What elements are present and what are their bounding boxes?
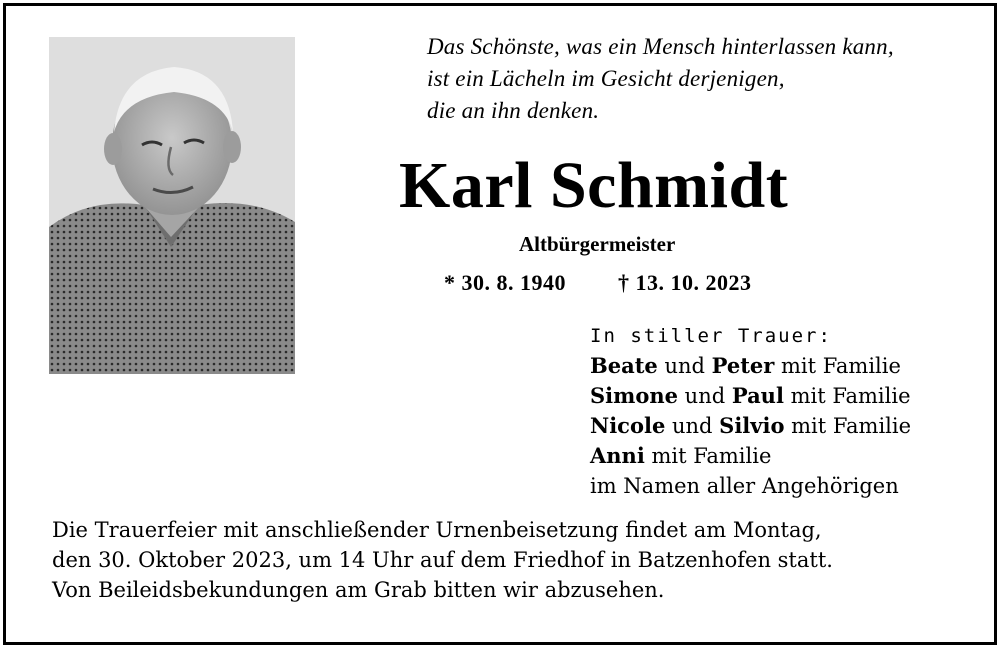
funeral-notice xyxy=(52,515,952,605)
quote-line: Das Schönste, was ein Mensch hinterlassen kann, xyxy=(427,34,894,59)
mourner-rest: mit Familie xyxy=(774,354,901,378)
quote-line: die an ihn denken. xyxy=(427,98,600,123)
deceased-title: Altbürgermeister xyxy=(519,232,676,256)
portrait-photo xyxy=(49,37,295,374)
mourner-name: Simone xyxy=(590,383,678,408)
mourner-name: Nicole xyxy=(590,413,666,438)
birth-date: * 30. 8. 1940 xyxy=(444,270,566,295)
quote-line: ist ein Lächeln im Gesicht derjenigen, xyxy=(427,66,785,91)
mourner-join: und xyxy=(665,414,720,438)
mourner-name: Paul xyxy=(731,383,784,408)
notice-line: den 30. Oktober 2023, um 14 Uhr auf dem Friedhof in Batzenhofen statt. xyxy=(52,548,833,572)
deceased-name: Karl Schmidt xyxy=(399,149,789,222)
mourner-name: Anni xyxy=(590,443,645,468)
notice-line: Die Trauerfeier mit anschließender Urnenbeisetzung findet am Montag, xyxy=(52,518,822,542)
mourner-name: Beate xyxy=(590,353,658,378)
mourners-header: In stiller Trauer: xyxy=(590,325,832,347)
notice-line: Von Beileidsbekundungen am Grab bitten wir abzusehen. xyxy=(52,578,665,602)
mourners-list xyxy=(590,321,970,501)
mourner-rest: mit Familie xyxy=(783,384,911,408)
life-dates xyxy=(444,268,752,298)
mourner-name: Silvio xyxy=(719,413,785,438)
mourner-rest: mit Familie xyxy=(784,414,912,438)
mourner-line xyxy=(590,381,970,411)
memorial-quote xyxy=(427,31,967,127)
death-date: † 13. 10. 2023 xyxy=(618,270,752,295)
mourner-join: und xyxy=(678,384,732,408)
mourners-closing: im Namen aller Angehörigen xyxy=(590,474,899,498)
mourner-join: und xyxy=(657,354,712,378)
mourner-rest: mit Familie xyxy=(644,444,772,468)
mourner-name: Peter xyxy=(711,353,775,378)
mourner-line xyxy=(590,411,970,441)
mourner-line xyxy=(590,441,970,471)
mourner-line xyxy=(590,351,970,381)
